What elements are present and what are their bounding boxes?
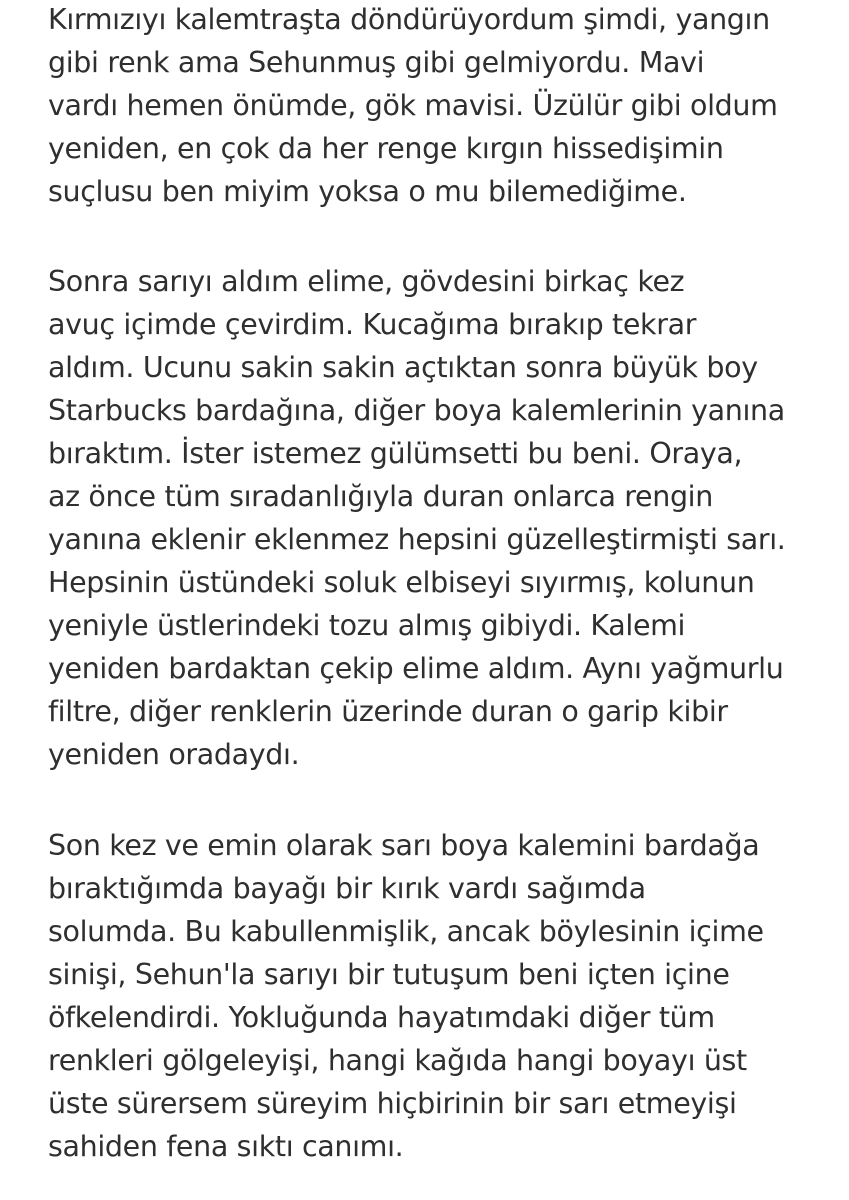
text-line: yanına eklenir eklenmez hepsini güzelleştirmişti sarı. bbox=[48, 523, 786, 556]
text-line: solumda. Bu kabullenmişlik, ancak böylesinin içime bbox=[48, 915, 764, 948]
text-line: yeniden oradaydı. bbox=[48, 738, 300, 771]
text-line: gibi renk ama Sehunmuş gibi gelmiyordu. Mavi bbox=[48, 46, 705, 79]
text-line: az önce tüm sıradanlığıyla duran onlarca rengin bbox=[48, 480, 713, 513]
text-line: sinişi, Sehun'la sarıyı bir tutuşum beni içten içine bbox=[48, 958, 730, 991]
text-line: Hepsinin üstündeki soluk elbiseyi sıyırmış, kolunun bbox=[48, 566, 755, 599]
text-line: aldım. Ucunu sakin sakin açtıktan sonra büyük boy bbox=[48, 351, 758, 384]
text-line: vardı hemen önümde, gök mavisi. Üzülür gibi oldum bbox=[48, 89, 778, 122]
text-line: Sonra sarıyı aldım elime, gövdesini birkaç kez bbox=[48, 265, 685, 298]
text-line: avuç içimde çevirdim. Kucağıma bırakıp tekrar bbox=[48, 308, 697, 341]
text-line: sahiden fena sıktı canımı. bbox=[48, 1130, 404, 1163]
text-line: Son kez ve emin olarak sarı boya kalemini bardağa bbox=[48, 829, 760, 862]
text-line: üste sürersem süreyim hiçbirinin bir sarı etmeyişi bbox=[48, 1087, 737, 1120]
text-line: suçlusu ben miyim yoksa o mu bilemediğime. bbox=[48, 175, 687, 208]
text-line: yeniden, en çok da her renge kırgın hissedişimin bbox=[48, 132, 724, 165]
text-line: bıraktığımda bayağı bir kırık vardı sağımda bbox=[48, 872, 646, 905]
text-line: öfkelendirdi. Yokluğunda hayatımdaki diğer tüm bbox=[48, 1001, 715, 1034]
text-line: Starbucks bardağına, diğer boya kalemlerinin yanına bbox=[48, 394, 785, 427]
text-line: renkleri gölgeleyişi, hangi kağıda hangi boyayı üst bbox=[48, 1044, 747, 1077]
text-line: yeniden bardaktan çekip elime aldım. Aynı yağmurlu bbox=[48, 652, 784, 685]
text-line: bıraktım. İster istemez gülümsetti bu beni. Oraya, bbox=[48, 437, 743, 470]
text-line: filtre, diğer renklerin üzerinde duran o garip kibir bbox=[48, 695, 728, 728]
text-line: Kırmızıyı kalemtraşta döndürüyordum şimdi, yangın bbox=[48, 3, 770, 36]
text-line: yeniyle üstlerindeki tozu almış gibiydi. Kalemi bbox=[48, 609, 686, 642]
